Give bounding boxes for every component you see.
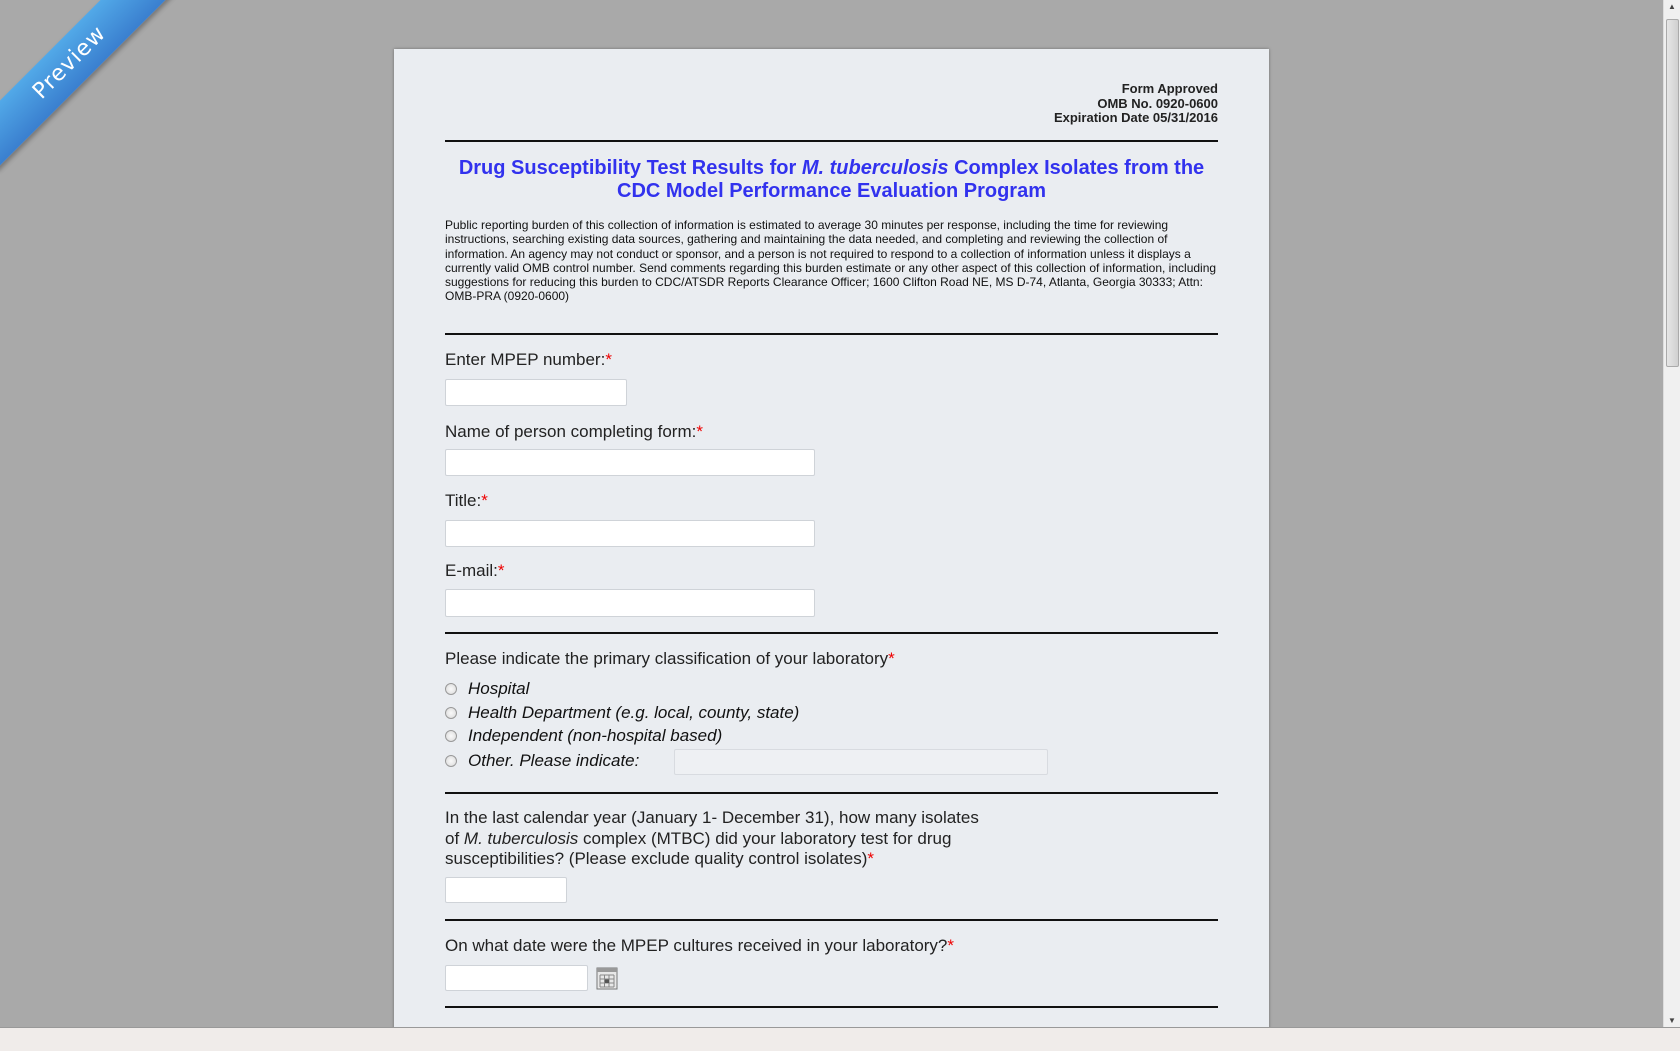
other-classification-input[interactable] <box>674 749 1048 775</box>
burden-statement: Public reporting burden of this collection of information is estimated to average 30 minutes per response, including the time for reviewing instructions, searching existing data sources, gathering and maintaining the data needed, and completing and reviewing the collection of information. An agency may not conduct or sponsor, and a person is not required to respond to a collection of information unless it displays a currently valid OMB control number. Send comments regarding this burden estimate or any other aspect of this collection of information, including suggestions for reducing this burden to CDC/ATSDR Reports Clearance Officer; 1600 Clifton Road NE, MS D-74, Atlanta, Georgia 30333; Attn: OMB-PRA (0920-0600) <box>445 218 1217 304</box>
divider <box>445 792 1218 794</box>
email-input[interactable] <box>445 589 815 617</box>
page-title <box>445 157 1218 203</box>
option-independent[interactable]: Independent (non-hospital based) <box>468 726 723 745</box>
form-approved: Form Approved <box>1121 81 1218 96</box>
isolates-question: In the last calendar year (January 1- December 31), how many isolates of M. tuberculosis complex (MTBC) did your laboratory test for drug susceptibilities? (Please exclude quality control isolates)* <box>445 808 979 868</box>
name-input[interactable] <box>445 449 815 476</box>
divider <box>445 632 1218 634</box>
title-text: Drug Susceptibility Test Results for <box>458 157 802 179</box>
expiration-date: Expiration Date 05/31/2016 <box>1053 110 1218 125</box>
classification-question: Please indicate the primary classification of your laboratory* <box>445 649 895 668</box>
calendar-icon[interactable] <box>596 966 618 990</box>
form-approval-header <box>1054 82 1218 126</box>
radio-independent[interactable] <box>445 730 457 742</box>
scroll-down-icon[interactable]: ▼ <box>1668 1016 1676 1025</box>
preview-ribbon: Preview <box>0 0 178 171</box>
divider <box>445 1006 1218 1008</box>
mpep-number-input[interactable] <box>445 379 627 406</box>
date-question: On what date were the MPEP cultures received in your laboratory?* <box>445 936 955 955</box>
option-health-department[interactable]: Health Department (e.g. local, county, state) <box>468 703 800 722</box>
name-label: Name of person completing form:* <box>445 422 703 441</box>
divider <box>445 919 1218 921</box>
radio-other[interactable] <box>445 755 457 767</box>
title-label: Title:* <box>445 491 488 510</box>
isolates-count-input[interactable] <box>445 877 567 903</box>
email-label: E-mail:* <box>445 561 505 580</box>
option-other[interactable]: Other. Please indicate: <box>468 751 640 770</box>
radio-health-department[interactable] <box>445 707 457 719</box>
vertical-scrollbar[interactable] <box>1663 0 1680 1027</box>
date-received-input[interactable] <box>445 965 588 991</box>
title-text: Complex Isolates from the CDC Model Performance Evaluation Program <box>617 157 1205 202</box>
option-hospital[interactable]: Hospital <box>468 679 530 698</box>
title-input[interactable] <box>445 520 815 547</box>
divider <box>445 333 1218 335</box>
scroll-up-icon[interactable]: ▲ <box>1668 2 1676 11</box>
omb-number: OMB No. 0920-0600 <box>1097 95 1218 111</box>
divider <box>445 140 1218 142</box>
radio-hospital[interactable] <box>445 683 457 695</box>
mpep-label: Enter MPEP number:* <box>445 350 612 369</box>
status-bar <box>0 1027 1680 1051</box>
title-italic: M. tuberculosis <box>801 157 949 179</box>
scrollbar-thumb[interactable] <box>1666 19 1679 367</box>
